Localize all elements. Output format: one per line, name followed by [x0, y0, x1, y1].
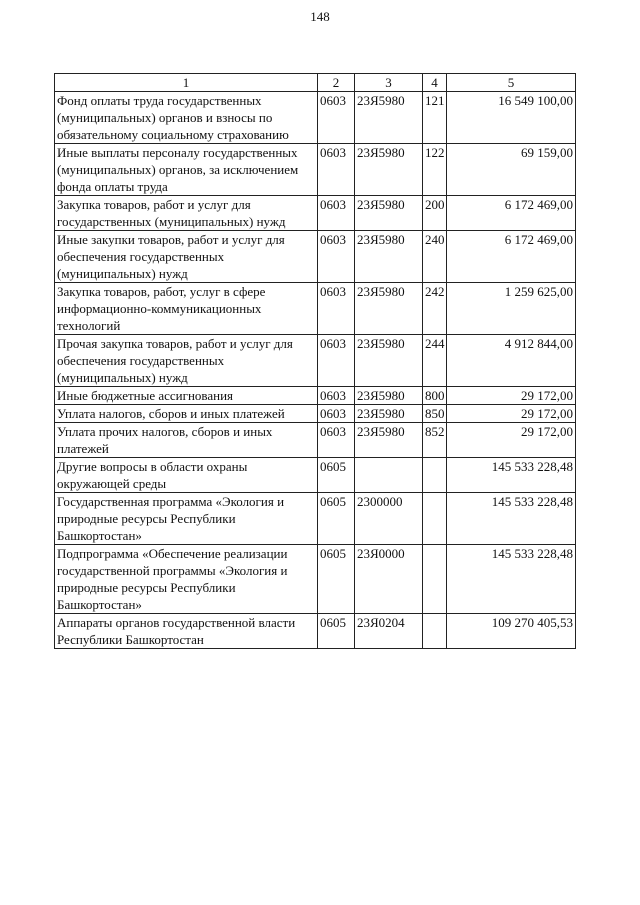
row-type-cell: [423, 493, 447, 545]
table-row: [55, 458, 576, 493]
row-amount-cell: 16 549 100,00: [447, 92, 576, 144]
row-section-cell: 0603: [318, 335, 355, 387]
table-row: [55, 405, 576, 423]
row-amount-cell: 6 172 469,00: [447, 231, 576, 283]
row-amount-cell: 145 533 228,48: [447, 458, 576, 493]
row-target-cell: 2300000: [355, 493, 423, 545]
row-target-cell: 23Я5980: [355, 231, 423, 283]
table-row: [55, 92, 576, 144]
row-name-cell: Подпрограмма «Обеспечение реализации государственной программы «Экология и природные ресурсы Республики Башкортостан»: [55, 545, 318, 614]
row-name-cell: Прочая закупка товаров, работ и услуг для обеспечения государственных (муниципальных) нужд: [55, 335, 318, 387]
row-target-cell: 23Я0000: [355, 545, 423, 614]
row-type-cell: [423, 458, 447, 493]
table-row: [55, 231, 576, 283]
table-header-row: [55, 74, 576, 92]
row-target-cell: 23Я5980: [355, 423, 423, 458]
table-row: [55, 335, 576, 387]
row-amount-cell: 4 912 844,00: [447, 335, 576, 387]
row-type-cell: [423, 614, 447, 649]
row-amount-cell: 29 172,00: [447, 405, 576, 423]
header-col-1: 1: [55, 74, 318, 92]
row-section-cell: 0605: [318, 493, 355, 545]
row-type-cell: 852: [423, 423, 447, 458]
row-name-cell: Уплата прочих налогов, сборов и иных платежей: [55, 423, 318, 458]
row-section-cell: 0603: [318, 196, 355, 231]
row-target-cell: 23Я5980: [355, 92, 423, 144]
row-name-cell: Иные выплаты персоналу государственных (муниципальных) органов, за исключением фонда оплаты труда: [55, 144, 318, 196]
row-name-cell: Иные бюджетные ассигнования: [55, 387, 318, 405]
header-col-4: 4: [423, 74, 447, 92]
row-type-cell: [423, 545, 447, 614]
row-amount-cell: 145 533 228,48: [447, 493, 576, 545]
row-type-cell: 244: [423, 335, 447, 387]
row-type-cell: 200: [423, 196, 447, 231]
table-body: [55, 92, 576, 649]
row-name-cell: Другие вопросы в области охраны окружающей среды: [55, 458, 318, 493]
header-col-5: 5: [447, 74, 576, 92]
table-row: [55, 545, 576, 614]
row-amount-cell: 109 270 405,53: [447, 614, 576, 649]
row-section-cell: 0603: [318, 144, 355, 196]
row-target-cell: 23Я5980: [355, 144, 423, 196]
table-row: [55, 423, 576, 458]
table-row: [55, 144, 576, 196]
row-type-cell: 242: [423, 283, 447, 335]
row-section-cell: 0605: [318, 458, 355, 493]
row-name-cell: Уплата налогов, сборов и иных платежей: [55, 405, 318, 423]
header-col-2: 2: [318, 74, 355, 92]
row-name-cell: Иные закупки товаров, работ и услуг для обеспечения государственных (муниципальных) нужд: [55, 231, 318, 283]
row-target-cell: 23Я5980: [355, 335, 423, 387]
row-section-cell: 0603: [318, 231, 355, 283]
table-row: [55, 387, 576, 405]
budget-table: [54, 73, 576, 649]
row-target-cell: [355, 458, 423, 493]
table-row: [55, 283, 576, 335]
row-target-cell: 23Я5980: [355, 387, 423, 405]
row-name-cell: Закупка товаров, работ и услуг для государственных (муниципальных) нужд: [55, 196, 318, 231]
row-section-cell: 0605: [318, 614, 355, 649]
row-section-cell: 0603: [318, 423, 355, 458]
row-amount-cell: 29 172,00: [447, 387, 576, 405]
page-number: 148: [310, 9, 330, 24]
row-section-cell: 0605: [318, 545, 355, 614]
table-row: [55, 196, 576, 231]
row-target-cell: 23Я5980: [355, 196, 423, 231]
row-type-cell: 121: [423, 92, 447, 144]
row-amount-cell: 1 259 625,00: [447, 283, 576, 335]
table-row: [55, 493, 576, 545]
header-col-3: 3: [355, 74, 423, 92]
row-amount-cell: 6 172 469,00: [447, 196, 576, 231]
row-name-cell: Государственная программа «Экология и природные ресурсы Республики Башкортостан»: [55, 493, 318, 545]
row-amount-cell: 145 533 228,48: [447, 545, 576, 614]
row-name-cell: Фонд оплаты труда государственных (муниципальных) органов и взносы по обязательному социальному страхованию: [55, 92, 318, 144]
row-target-cell: 23Я5980: [355, 405, 423, 423]
row-amount-cell: 69 159,00: [447, 144, 576, 196]
row-type-cell: 850: [423, 405, 447, 423]
table-row: [55, 614, 576, 649]
row-section-cell: 0603: [318, 92, 355, 144]
row-target-cell: 23Я5980: [355, 283, 423, 335]
row-type-cell: 800: [423, 387, 447, 405]
row-type-cell: 122: [423, 144, 447, 196]
row-section-cell: 0603: [318, 405, 355, 423]
row-name-cell: Аппараты органов государственной власти Республики Башкортостан: [55, 614, 318, 649]
row-name-cell: Закупка товаров, работ, услуг в сфере информационно-коммуникационных технологий: [55, 283, 318, 335]
row-type-cell: 240: [423, 231, 447, 283]
row-target-cell: 23Я0204: [355, 614, 423, 649]
row-section-cell: 0603: [318, 387, 355, 405]
row-section-cell: 0603: [318, 283, 355, 335]
row-amount-cell: 29 172,00: [447, 423, 576, 458]
